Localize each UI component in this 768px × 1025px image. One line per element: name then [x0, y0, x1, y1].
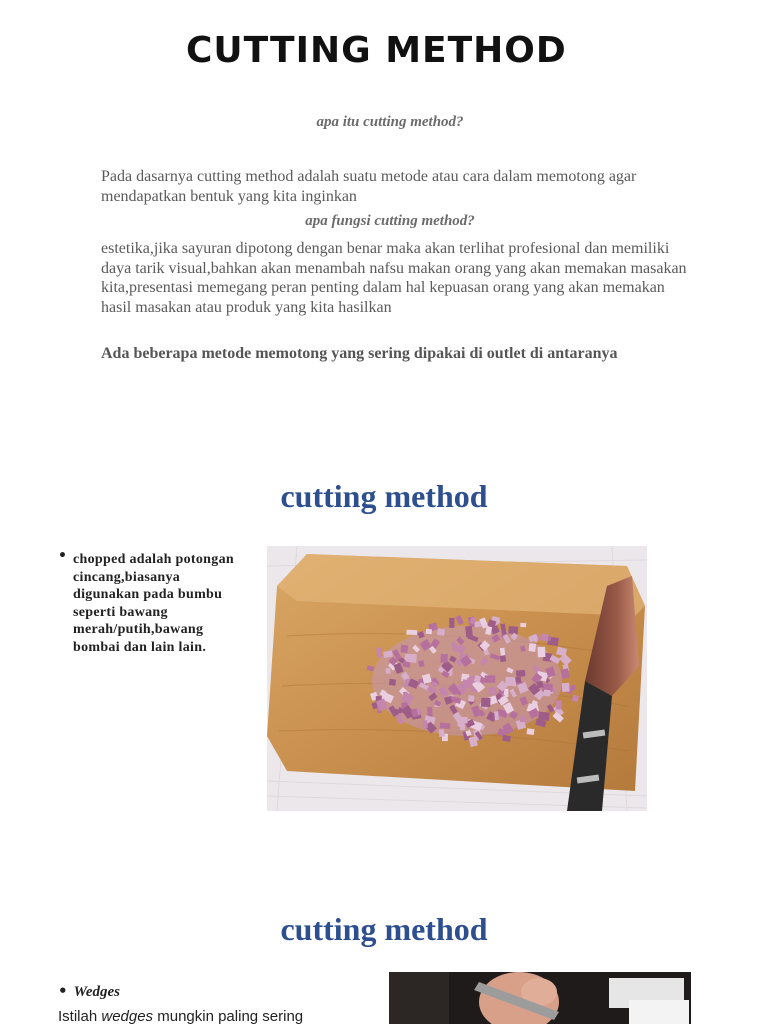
onion-piece — [508, 626, 518, 634]
onion-piece — [400, 645, 408, 653]
onion-piece — [485, 675, 496, 682]
onion-piece — [515, 677, 521, 684]
onion-piece — [529, 643, 537, 652]
onion-piece — [538, 712, 550, 721]
section-title-wedges: cutting method — [280, 911, 488, 947]
bullet-icon: • — [58, 982, 68, 1000]
onion-piece — [426, 629, 432, 634]
chopped-description: chopped adalah potongan cincang,biasanya digunakan pada bumbu seperti bawang merah/putih,bawang bombai dan lain lain. — [73, 552, 234, 655]
onion-piece — [439, 729, 445, 737]
methods-intro-paragraph: Ada beberapa metode memotong yang sering dipakai di outlet di antaranya — [101, 345, 618, 362]
document-title: CUTTING METHOD — [186, 30, 567, 71]
onion-piece — [440, 654, 447, 663]
onion-piece — [488, 687, 497, 696]
onion-piece — [500, 648, 505, 657]
onion-piece — [520, 715, 526, 722]
onion-piece — [500, 655, 507, 662]
onion-piece — [440, 723, 451, 729]
onion-piece — [383, 651, 393, 658]
onion-piece — [423, 720, 428, 728]
onion-piece — [556, 700, 562, 709]
onion-piece — [462, 679, 473, 689]
chopped-onion-photo — [267, 546, 647, 811]
wedges-bullet-item — [58, 982, 120, 1001]
onion-piece — [526, 728, 534, 735]
onion-piece — [516, 670, 525, 677]
onion-piece — [494, 711, 499, 720]
onion-piece — [461, 717, 468, 723]
onion-piece — [536, 681, 543, 688]
onion-piece — [465, 626, 473, 637]
onion-piece — [468, 695, 475, 702]
definition-paragraph: Pada dasarnya cutting method adalah suatu metode atau cara dalam memotong agar mendapatkan bentuk yang kita inginkan — [101, 168, 637, 205]
onion-piece — [437, 628, 445, 636]
section-title-chopped: cutting method — [280, 478, 488, 514]
onion-piece — [520, 623, 526, 627]
wedges-term: wedges — [101, 1008, 154, 1025]
onion-piece — [406, 630, 417, 635]
question-function: apa fungsi cutting method? — [305, 213, 475, 229]
onion-piece — [449, 618, 454, 628]
question-what-is: apa itu cutting method? — [316, 114, 464, 130]
onion-piece — [376, 647, 381, 657]
onion-piece — [543, 690, 550, 697]
onion-piece — [389, 679, 396, 686]
onion-piece — [562, 683, 570, 692]
function-paragraph: estetika,jika sayuran dipotong dengan benar maka akan terlihat profesional dan memiliki daya tarik visual,bahkan akan menambah nafsu makan orang yang akan memakan masakan kita,presentasi memegang peran penting dalam hal kepuasan orang yang akan memakan hasil masakan atau produk yang kita hasilkan — [101, 240, 687, 316]
onion-piece — [385, 668, 390, 674]
onion-piece — [481, 698, 491, 707]
onion-piece — [537, 647, 545, 657]
bullet-icon: • — [58, 548, 67, 564]
onion-piece — [540, 633, 549, 641]
wedges-photo — [389, 972, 691, 1024]
wedges-label: Wedges — [73, 984, 120, 1000]
wedges-description: Istilah wedges mungkin paling sering — [58, 1008, 304, 1025]
